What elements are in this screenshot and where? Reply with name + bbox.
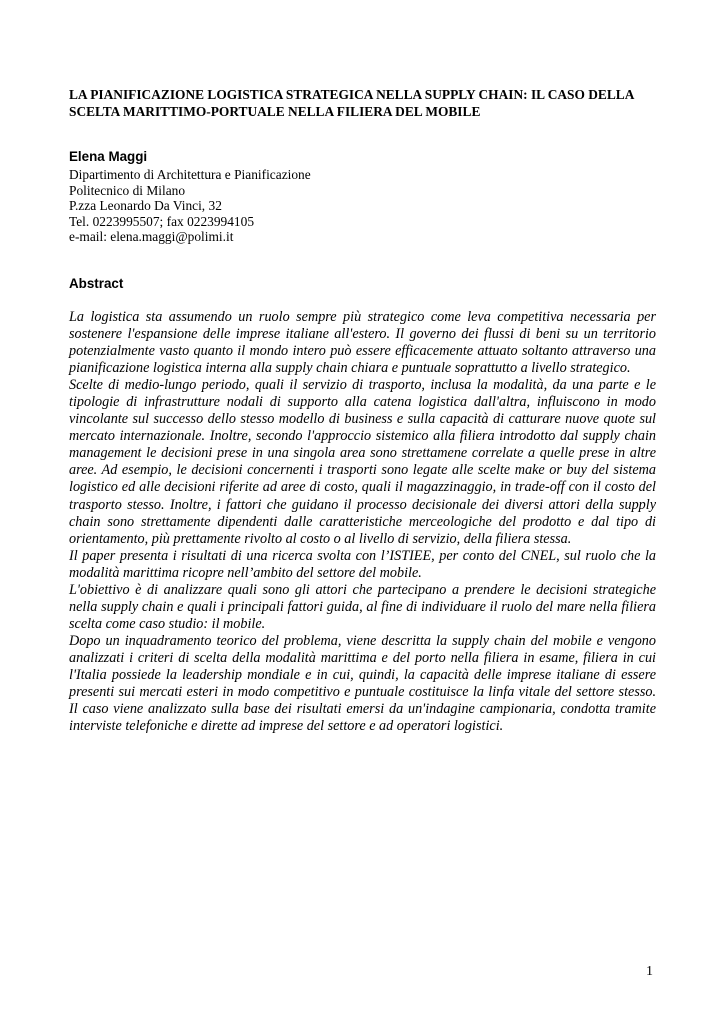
affiliation-institution: Politecnico di Milano: [69, 182, 186, 198]
affiliation-phone: Tel. 0223995507; fax 0223994105: [69, 213, 255, 229]
author-name: Elena Maggi: [69, 149, 148, 164]
abstract-paragraph: L'obiettivo è di analizzare quali sono gli attori che partecipano a prendere le decisioni strategiche nella supply chain e quali i principali fattori guida, al fine di individuare il ruolo del mare nella filiera scelta come caso studio: il mobile.: [69, 581, 656, 632]
abstract-paragraph: La logistica sta assumendo un ruolo sempre più strategico come leva competitiva necessaria per sostenere l'espansione delle imprese italiane all'estero. Il governo dei flussi di beni su un territorio potenzialmente vasto quanto il mondo intero può essere efficacemente attuato soltanto attraverso una pianificazione logistica interna alla supply chain chiara e puntuale soprattutto a livello strategico.: [69, 309, 656, 377]
page-number: 1: [646, 964, 653, 979]
abstract-body: [69, 309, 656, 735]
affiliation-email: e-mail: elena.maggi@polimi.it: [69, 229, 234, 245]
paper-title: LA PIANIFICAZIONE LOGISTICA STRATEGICA NELLA SUPPLY CHAIN: IL CASO DELLA SCELTA MARITTIMO-PORTUALE NELLA FILIERA DEL MOBILE: [69, 87, 634, 119]
abstract-paragraph: Scelte di medio-lungo periodo, quali il servizio di trasporto, inclusa la modalità, da una parte e le tipologie di infrastrutture nodali di supporto alla catena logistica dall'altra, influiscono in modo vincolante sul successo dello stesso modello di business e sulla capacità di catturare nuove quote sul mercato internazionale. Inoltre, secondo l'approccio sistemico alla filiera introdotto dal supply chain management le decisioni prese in una singola area sono strettamene correlate a quelle prese in altre aree. Ad esempio, le decisioni concernenti i trasporti sono legate alle scelte make or buy del sistema logistico ed alle decisioni riferite ad aree di costo, quali il magazzinaggio, in trade-off con il costo del trasporto stesso. Inoltre, i fattori che guidano il processo decisionale dei diversi attori della supply chain sono strettamente dipendenti dalle caratteristiche merceologiche del prodotto e dal tipo di orientamento, più prettamente rivolto al costo o al livello di servizio, della filiera stessa.: [69, 377, 656, 547]
affiliation-address: P.zza Leonardo Da Vinci, 32: [69, 198, 222, 214]
abstract-paragraph: Il paper presenta i risultati di una ricerca svolta con l’ISTIEE, per conto del CNEL, sul ruolo che la modalità marittima ricopre nell’ambito del settore del mobile.: [69, 547, 656, 581]
abstract-heading: Abstract: [69, 276, 124, 291]
author-affiliation: [69, 167, 311, 245]
affiliation-department: Dipartimento di Architettura e Pianificazione: [69, 167, 311, 182]
abstract-paragraph: Dopo un inquadramento teorico del problema, viene descritta la supply chain del mobile e vengono analizzati i criteri di scelta della modalità marittima e del porto nella filiera in esame, filiera in cui l'Italia possiede la leadership mondiale e in cui, quindi, la capacità delle imprese italiane di essere presenti sui mercati esteri in modo competitivo e puntuale costituisce la linfa vitale del settore stesso. Il caso viene analizzato sulla base dei risultati emersi da un'indagine campionaria, condotta tramite interviste telefoniche e dirette ad imprese del settore e ad operatori logistici.: [69, 632, 656, 735]
